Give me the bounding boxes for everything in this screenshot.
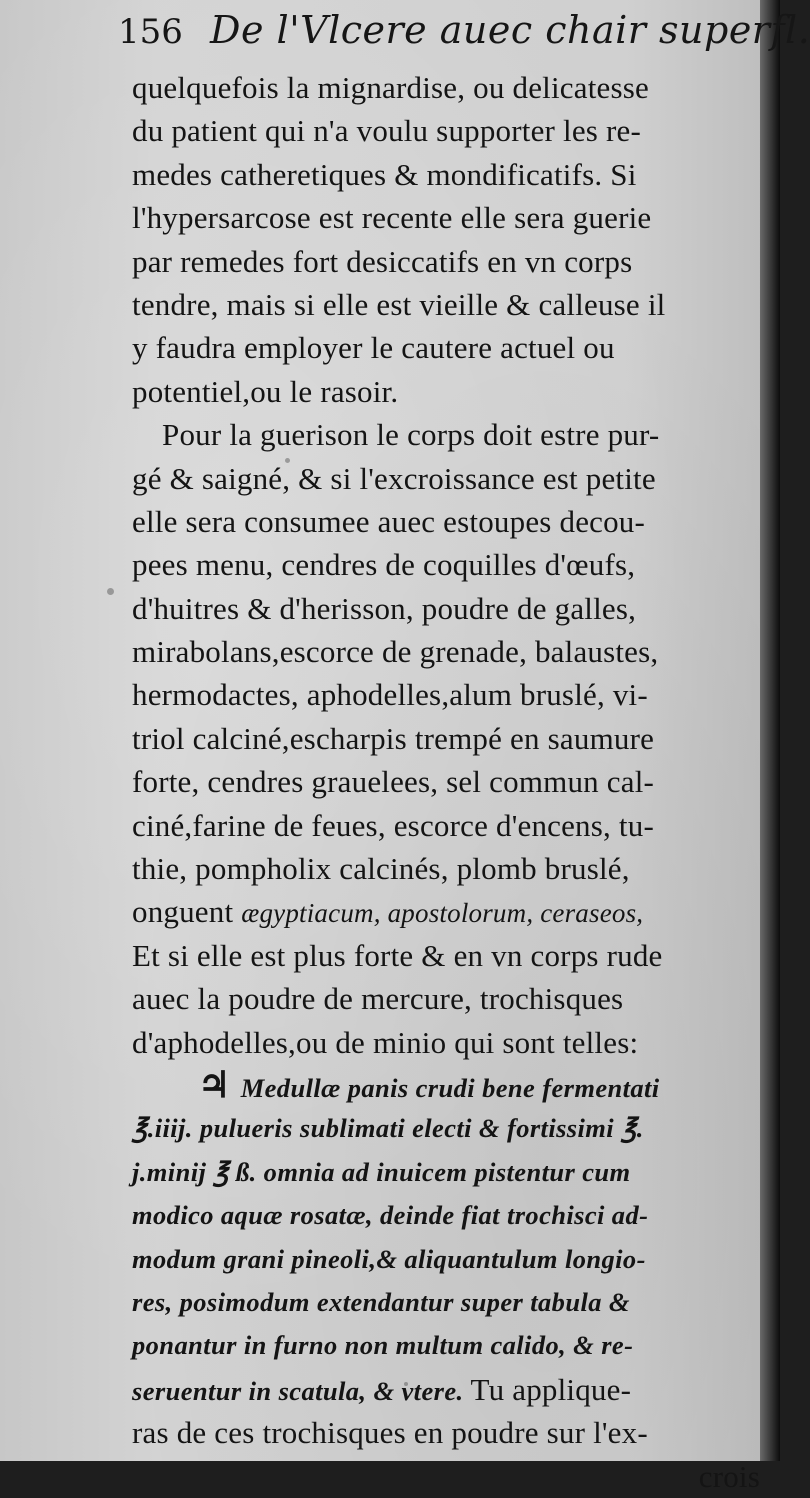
running-title: De l'Vlcere auec chair superfl.: [210, 8, 810, 52]
line-text: d'huitres & d'herisson, poudre de galles,: [132, 590, 637, 626]
ink-speck: [107, 588, 114, 595]
line-text: ciné,farine de feues, escorce d'encens, tu-: [132, 807, 654, 843]
text-line: [132, 1238, 772, 1281]
text-line: [132, 457, 772, 500]
latin-inline-text: ægyptiacum, apostolorum, ceraseos,: [241, 898, 644, 929]
ink-speck: [285, 458, 290, 463]
text-line: [132, 587, 772, 630]
text-line: [132, 1324, 772, 1367]
line-text: Medullæ panis crudi bene fermentati: [240, 1072, 660, 1103]
text-line: [132, 977, 772, 1020]
text-line: [132, 326, 772, 369]
line-text: potentiel,ou le rasoir.: [132, 373, 399, 409]
text-line: [132, 1194, 772, 1237]
recipe-symbol-icon: ♃: [198, 1064, 231, 1105]
line-text: modico aquæ rosatæ, deinde fiat trochisci ad-: [132, 1200, 649, 1231]
line-text: res, posimodum extendantur super tabula &: [132, 1286, 630, 1317]
text-line: [132, 804, 772, 847]
line-text: auec la poudre de mercure, trochisques: [132, 981, 624, 1017]
text-line: [132, 543, 772, 586]
french-inline-text: Tu applique-: [470, 1371, 632, 1407]
text-line: [132, 847, 772, 890]
text-line: [132, 934, 772, 977]
line-text: par remedes fort desiccatifs en vn corps: [132, 243, 633, 279]
text-line: [132, 1107, 772, 1150]
text-line: [132, 500, 772, 543]
line-text: du patient qui n'a voulu supporter les re-: [132, 113, 642, 149]
line-text: forte, cendres grauelees, sel commun cal-: [132, 764, 655, 800]
text-line: [132, 413, 772, 456]
text-line: [132, 1455, 772, 1498]
line-text: modum grani pineoli,& aliquantulum longio-: [132, 1243, 646, 1274]
text-line: [132, 717, 772, 760]
line-text: ras de ces trochisques en poudre sur l'ex-: [132, 1415, 648, 1451]
line-text: seruentur in scatula, & vtere.: [132, 1375, 464, 1406]
line-text: ponantur in furno non multum calido, & re-: [132, 1330, 634, 1361]
text-line: [132, 1281, 772, 1324]
text-line: [132, 109, 772, 152]
text-line: [132, 240, 772, 283]
line-text: quelquefois la mignardise, ou delicatesse: [132, 70, 649, 105]
line-text: medes catheretiques & mondificatifs. Si: [132, 156, 637, 192]
line-text: gé & saigné, & si l'excroissance est petite: [132, 460, 656, 496]
text-line: [132, 283, 772, 326]
text-line: [132, 370, 772, 413]
text-line: [132, 630, 772, 673]
ink-speck: [404, 1382, 408, 1386]
text-line: [132, 1151, 772, 1194]
text-line: [132, 1368, 772, 1411]
page-number: 156: [118, 12, 183, 52]
line-text: triol calciné,escharpis trempé en saumure: [132, 720, 655, 756]
text-line: [132, 196, 772, 239]
line-text: thie, pompholix calcinés, plomb bruslé,: [132, 851, 630, 887]
line-text: pees menu, cendres de coquilles d'œufs,: [132, 547, 636, 583]
line-text: Et si elle est plus forte & en vn corps rude: [132, 937, 663, 973]
line-text: d'aphodelles,ou de minio qui sont telles:: [132, 1024, 639, 1060]
text-line: [132, 153, 772, 196]
line-text: Pour la guerison le corps doit estre pur-: [162, 417, 660, 453]
line-text: y faudra employer le cautere actuel ou: [132, 330, 615, 366]
line-text: hermodactes, aphodelles,alum bruslé, vi-: [132, 677, 648, 713]
line-text: ℥.iiij. pulueris sublimati electi & fortissimi ℥.: [132, 1113, 644, 1144]
body-text: [132, 66, 772, 1498]
text-line: [132, 673, 772, 716]
text-line: [132, 1021, 772, 1064]
text-line: [132, 760, 772, 803]
line-text: onguent: [132, 894, 234, 930]
page-header: [118, 8, 810, 68]
text-line: [132, 890, 772, 933]
line-text: mirabolans,escorce de grenade, balaustes,: [132, 634, 659, 670]
line-text: elle sera consumee auec estoupes decou-: [132, 503, 646, 539]
text-line: [132, 1411, 772, 1454]
line-text: crois: [698, 1458, 760, 1494]
line-text: tendre, mais si elle est vieille & calleuse il: [132, 286, 666, 322]
text-line: [132, 1064, 772, 1107]
text-line: [132, 66, 772, 109]
line-text: l'hypersarcose est recente elle sera guerie: [132, 200, 652, 236]
line-text: j.minij ℥ ß. omnia ad inuicem pistentur cum: [132, 1156, 631, 1187]
